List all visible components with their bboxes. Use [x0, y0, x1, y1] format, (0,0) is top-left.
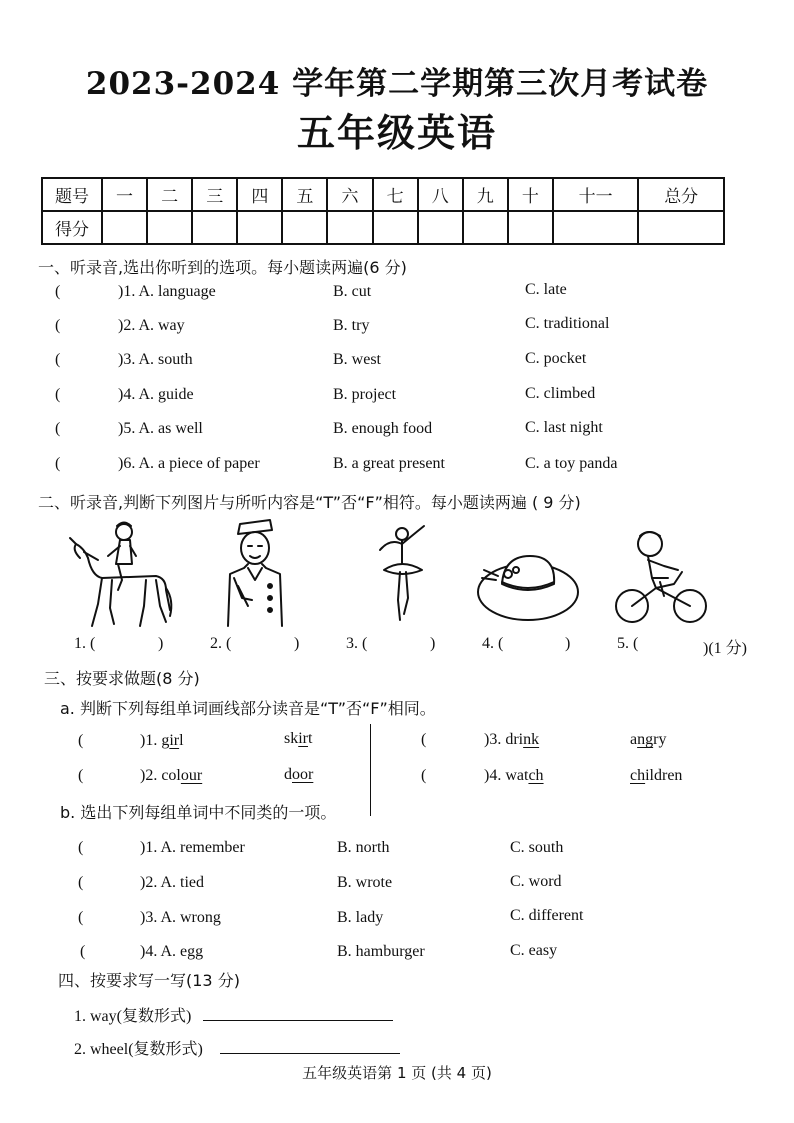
question-option-c: C. traditional [525, 315, 610, 332]
answer-blank-line[interactable] [203, 1020, 393, 1021]
picture-answer-paren[interactable]: 5. ( [617, 635, 639, 652]
ballet-dancer-picture [372, 520, 432, 626]
picture-answer-paren[interactable]: 3. ( [346, 635, 368, 652]
score-entry-cell[interactable] [282, 211, 327, 244]
column-divider [370, 724, 371, 816]
score-entry-cell[interactable] [327, 211, 372, 244]
page-footer: 五年级英语第 1 页 (共 4 页) [302, 1064, 492, 1082]
answer-paren[interactable]: ( [78, 732, 84, 749]
answer-paren[interactable]: ( [55, 386, 61, 403]
question-option-a: )1. A. language [118, 283, 216, 300]
question-option-b: B. north [337, 839, 390, 856]
question-option-a: )3. A. wrong [140, 909, 221, 926]
score-entry-cell[interactable] [147, 211, 192, 244]
question-option-a: )3. A. south [118, 351, 193, 368]
score-cell: 题号 [42, 178, 102, 211]
score-cell: 三 [192, 178, 237, 211]
boy-riding-bike-picture [612, 526, 708, 626]
score-cell: 九 [463, 178, 508, 211]
score-cell: 七 [373, 178, 418, 211]
section3b-instruction: b. 选出下列每组单词中不同类的一项。 [60, 803, 337, 822]
question-option-b: B. cut [333, 283, 372, 300]
picture-answer-close: ) [294, 635, 300, 652]
exam-title: 2023-2024 学年第二学期第三次月考试卷 [85, 66, 709, 102]
score-cell: 十一 [553, 178, 638, 211]
phonics-word-1: )2. colour [140, 767, 203, 784]
answer-paren[interactable]: ( [55, 317, 61, 334]
question-option-c: C. south [510, 839, 564, 856]
question-option-c: C. last night [525, 419, 603, 436]
exam-subtitle: 五年级英语 [296, 110, 497, 155]
score-table [41, 177, 725, 245]
question-option-a: )1. A. remember [140, 839, 245, 856]
answer-paren[interactable]: ( [78, 874, 84, 891]
section1-heading: 一、听录音,选出你听到的选项。每小题读两遍(6 分) [38, 258, 407, 277]
score-entry-cell[interactable] [638, 211, 724, 244]
picture-answer-close: ) [158, 635, 164, 652]
question-option-c: C. climbed [525, 385, 596, 402]
phonics-word-1: )4. watch [484, 767, 544, 784]
answer-paren[interactable]: ( [421, 767, 427, 784]
answer-paren[interactable]: ( [80, 943, 86, 960]
score-entry-cell[interactable] [102, 211, 147, 244]
score-entry-cell[interactable] [463, 211, 508, 244]
score-table-score-row [42, 211, 724, 244]
answer-paren[interactable]: ( [55, 420, 61, 437]
score-entry-cell[interactable] [508, 211, 553, 244]
question-option-a: )5. A. as well [118, 420, 203, 437]
score-entry-cell[interactable] [553, 211, 638, 244]
question-option-c: C. different [510, 907, 584, 924]
nurse-picture [220, 516, 290, 628]
question-option-a: )4. A. guide [118, 386, 194, 403]
question-option-b: B. project [333, 386, 397, 403]
picture-answer-paren[interactable]: 1. ( [74, 635, 96, 652]
question-option-b: B. a great present [333, 455, 445, 472]
phonics-word-1: )1. girl [140, 732, 184, 749]
writing-prompt: 1. way(复数形式) [74, 1008, 192, 1025]
section3a-instruction: a. 判断下列每组单词画线部分读音是“T”否“F”相同。 [60, 699, 436, 718]
answer-paren[interactable]: ( [55, 283, 61, 300]
section3-heading: 三、按要求做题(8 分) [44, 669, 200, 688]
answer-blank-line[interactable] [220, 1053, 400, 1054]
score-cell: 六 [327, 178, 372, 211]
score-cell: 十 [508, 178, 553, 211]
picture-answer-paren[interactable]: 4. ( [482, 635, 504, 652]
picture-answer-close: ) [430, 635, 436, 652]
answer-paren[interactable]: ( [78, 767, 84, 784]
phonics-word-2: children [630, 767, 683, 784]
phonics-word-1: )3. drink [484, 731, 540, 748]
score-entry-cell[interactable] [192, 211, 237, 244]
question-option-a: )4. A. egg [140, 943, 204, 960]
question-option-a: )2. A. way [118, 317, 185, 334]
picture-answer-paren[interactable]: 2. ( [210, 635, 232, 652]
section2-heading: 二、听录音,判断下列图片与所听内容是“T”否“F”相符。每小题读两遍 ( 9 分) [38, 493, 581, 512]
answer-paren[interactable]: ( [421, 731, 427, 748]
question-option-b: B. enough food [333, 420, 433, 437]
question-option-c: C. pocket [525, 350, 587, 367]
score-cell: 四 [237, 178, 282, 211]
question-option-b: B. hamburger [337, 943, 425, 960]
score-cell: 二 [147, 178, 192, 211]
answer-paren[interactable]: ( [55, 455, 61, 472]
score-cell: 总分 [638, 178, 724, 211]
question-option-c: C. easy [510, 942, 558, 959]
score-cell: 八 [418, 178, 463, 211]
score-cell: 一 [102, 178, 147, 211]
question-option-c: C. late [525, 281, 567, 298]
phonics-word-2: door [284, 766, 314, 783]
phonics-word-2: angry [630, 731, 667, 748]
question-option-b: B. lady [337, 909, 384, 926]
question-option-c: C. word [510, 873, 562, 890]
hat-picture [474, 548, 580, 624]
answer-paren[interactable]: ( [55, 351, 61, 368]
score-row-label: 得分 [42, 211, 102, 244]
answer-paren[interactable]: ( [78, 909, 84, 926]
writing-prompt: 2. wheel(复数形式) [74, 1041, 203, 1058]
answer-paren[interactable]: ( [78, 839, 84, 856]
section4-heading: 四、按要求写一写(13 分) [58, 971, 240, 990]
question-option-b: B. west [333, 351, 381, 368]
score-entry-cell[interactable] [373, 211, 418, 244]
score-entry-cell[interactable] [418, 211, 463, 244]
boy-riding-horse-picture [62, 518, 177, 630]
phonics-word-2: skirt [284, 730, 313, 747]
question-option-c: C. a toy panda [525, 455, 618, 472]
question-option-a: )6. A. a piece of paper [118, 455, 260, 472]
picture-answer-close: ) [565, 635, 571, 652]
picture-answer-close: )(1 分) [703, 640, 747, 657]
question-option-b: B. try [333, 317, 370, 334]
question-option-a: )2. A. tied [140, 874, 204, 891]
score-entry-cell[interactable] [237, 211, 282, 244]
score-cell: 五 [282, 178, 327, 211]
score-table-header-row [42, 178, 724, 211]
question-option-b: B. wrote [337, 874, 393, 891]
